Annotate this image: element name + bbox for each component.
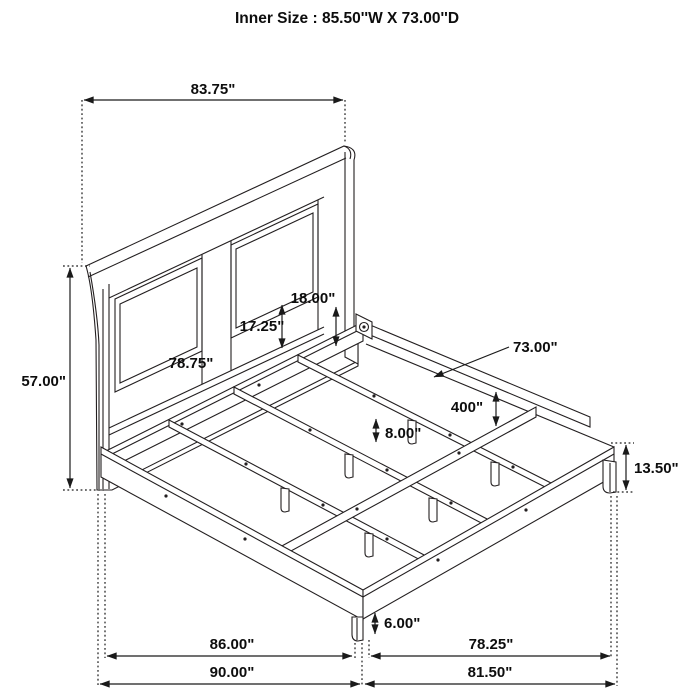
dim-base-depth-inner [371,636,610,656]
dim-inner-depth [434,339,558,377]
dim-base-depth-overall [365,664,615,684]
headboard-drawing [86,146,358,490]
dim-headboard-height [21,266,104,490]
dim-label-base-depth-overall: 81.50" [467,664,513,681]
dim-label-headboard-height: 57.00" [21,373,66,390]
dim-label-headboard-width: 83.75" [190,81,236,98]
dim-label-slat-leg-height: 8.00" [385,425,422,442]
dim-center-rail-height [451,392,496,426]
dim-side-rail-length [169,355,214,372]
dim-label-base-width-inner: 86.00" [209,636,255,653]
dim-base-width-inner [107,636,352,656]
dim-label-inner-depth: 73.00" [513,339,558,356]
dim-label-panel-right: 18.00" [290,290,336,307]
dim-base-width-overall [100,664,360,684]
dim-side-height [611,443,679,492]
dim-label-front-leg-height: 6.00" [384,615,421,632]
dim-label-center-rail-height: 400" [450,399,484,416]
foot-rail [363,447,614,619]
page-title: Inner Size : 85.50''W X 73.00''D [234,10,460,27]
dim-label-base-width-overall: 90.00" [209,664,255,681]
dim-label-side-rail-length: 78.75" [168,355,214,372]
dim-front-leg-height [375,613,420,634]
front-left-leg [352,617,363,641]
dim-label-panel-left: 17.25" [239,318,285,335]
front-right-leg [603,460,616,493]
dim-label-side-height: 13.50" [634,460,679,477]
dim-label-base-depth-inner: 78.25" [468,636,514,653]
